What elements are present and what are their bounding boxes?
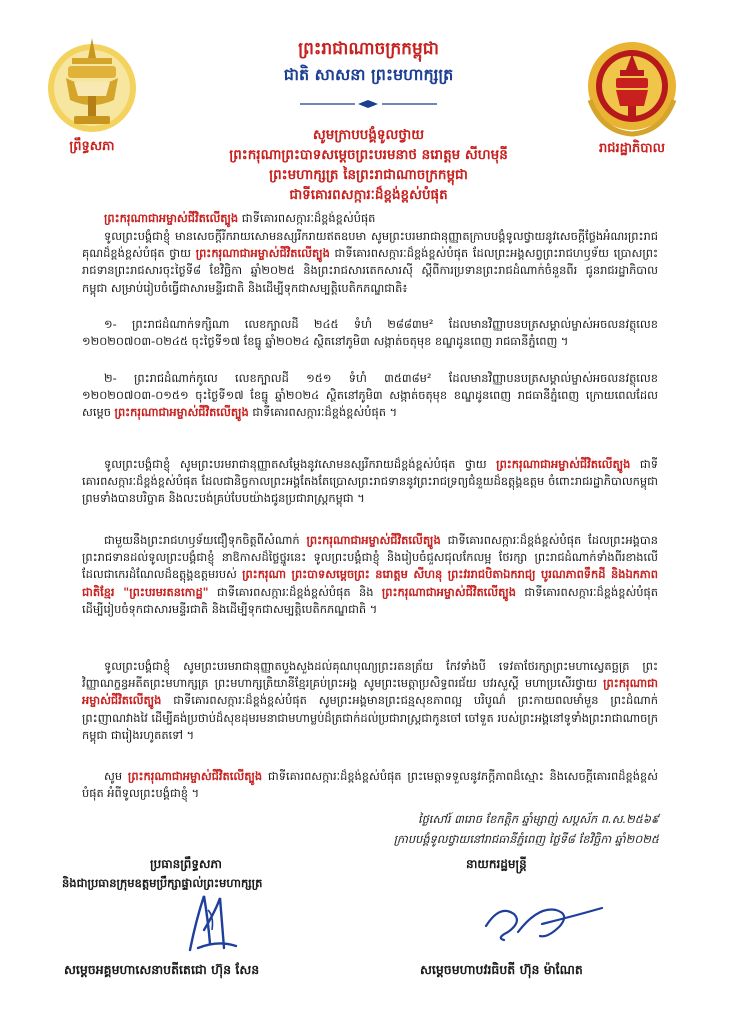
p5-text-a: ទូលព្រះបង្គំជាខ្ញុំ សូមព្រះបរមរាជានុញ្ញាតសម្ដែងនូវសោមនស្សរីករាយដ៏ខ្ពង់ខ្ពស់បំផុត ថ្វាយ xyxy=(104,457,497,471)
p3-text: ១- ព្រះរាជដំណាក់ទក្សិណា លេខក្បាលដី ២៤៥ ទំហំ ២៨៨៣ម² ដែលមានវិញ្ញាបនបត្រសម្គាល់ម្ចាស់អចលនវត្ថុលេខ ១២០២០៧០៣-០២៤៥ ចុះថ្ងៃទី១៧ ខែធ្នូ ឆ្នាំ២០២៤ ស្ថិតនៅភូមិ៣ សង្កាត់ចតុមុខ ខណ្ឌដូនពេញ រាជធានីភ្នំពេញ ។ xyxy=(82,317,658,349)
address-line-2: ព្រះករុណាព្រះបាទសម្ដេចព្រះបរមនាថ នរោត្តម សីហមុនី xyxy=(229,147,508,163)
government-label: រាជរដ្ឋាភិបាល xyxy=(598,141,665,156)
p2-text-b: ជាទីគោរពសក្ការៈដ៏ខ្ពង់ខ្ពស់បំផុត ដែលព្រះអង្គសព្វព្រះរាជហឫទ័យ ប្រោសព្រះរាជទានព្រះរាជសារចុះថ្ងៃទី៨ ខែវិច្ឆិកា ឆ្នាំ២០២៥ និងព្រះរាជសារតេកសារស៊ី ស្ដីពីការប្រទានព្រះរាជដំណាក់ចំនួនពីរ ជូនរាជរដ្ឋាភិបាលកម្ពុជា សម្រាប់រៀបចំធ្វើជាសារមន្ទីរជាតិ និងដើម្បីទុកជាសម្បត្តិបេតិកភណ្ឌជាតិ៖ xyxy=(82,246,658,295)
salutation-text: ជាទីគោរពសក្ការៈដ៏ខ្ពង់ខ្ពស់បំផុត xyxy=(238,211,376,225)
right-signature xyxy=(478,896,608,946)
p6-text-d: ជាទីគោរពសក្ការៈដ៏ខ្ពង់ខ្ពស់បំផុត ដើម្បីរៀបចំទុកជាសារមន្ទីរជាតិ និងដើម្បីទុកជាសម្បត្តិបេតិកភណ្ឌជាតិ ។ xyxy=(82,584,658,616)
p8-bold: ព្រះករុណាជាអម្ចាស់ជីវិតលើត្បូង xyxy=(127,769,263,783)
p6-bold-3: ព្រះករុណាជាអម្ចាស់ជីវិតលើត្បូង xyxy=(381,584,516,599)
p5-text-b: ជាទីគោរពសក្ការៈដ៏ខ្ពង់ខ្ពស់បំផុត ដែលជានិច្ចកាលព្រះអង្គតែងតែប្រោសព្រះរាជទាននូវព្រះរាជទ្រព្យជំនួយដ៏ឧត្តុង្គឧត្តម ចំពោះរាជរដ្ឋាភិបាលកម្ពុជា ព្រមទាំងបានបរិច្ចាគ និងលះបង់គ្រប់បែបយ៉ាងជូនប្រជារាស្ត្រកម្ពុជា ។ xyxy=(82,457,658,506)
paragraph-closing xyxy=(82,768,658,804)
p6-text-b: ជាទីគោរពសក្ការៈដ៏ខ្ពង់ខ្ពស់បំផុត ដែលព្រះអង្គបានព្រះរាជទានដល់ទូលព្រះបង្គំជាខ្ញុំ នាឱកាសដ៏ថ្លៃថ្នូរនេះ ទូលព្រះបង្គំជាខ្ញុំ និងរៀបចំជួសជុលកែលម្អ ថែរក្សា ព្រះរាជដំណាក់ទាំងពីរខាងលើ ដែលជាកេរដំណែលដ៏ឧត្តុង្គឧត្តមរបស់ xyxy=(82,533,658,582)
solar-date: ក្រាបបង្គំទូលថ្វាយនៅរាជធានីភ្នំពេញ ថ្ងៃទី៨ ខែវិច្ឆិកា ឆ្នាំ២០២៥ xyxy=(393,832,659,846)
paragraph-item-2 xyxy=(82,370,658,440)
p2-text-a: ទូលព្រះបង្គំជាខ្ញុំ មានសេចក្តីរីករាយសោមនស្សរីករាយឥតឧបមា សូមព្រះបរមរាជានុញ្ញាតក្រាបបង្គំទូលថ្វាយនូវសេចក្តីថ្លែងអំណរព្រះរាជគុណដ៏ខ្ពង់ខ្ពស់បំផុត ថ្វាយ xyxy=(82,229,658,261)
p4-bold: ព្រះករុណាជាអម្ចាស់ជីវិតលើត្បូង xyxy=(114,405,249,420)
lunar-date: ថ្ងៃសៅរ៍ ៣រោច ខែកត្តិក ឆ្នាំម្សាញ់ សប្តស័ក ព.ស.២៥៦៩ xyxy=(417,812,659,826)
ornament-icon xyxy=(300,99,437,109)
signature-hun-sen-icon xyxy=(178,890,248,954)
right-signatory-title: នាយករដ្ឋមន្ត្រី xyxy=(466,857,527,871)
p6-bold-2: ព្រះករុណា ព្រះបាទសម្ដេចព្រះ នរោត្តម សីហនុ ព្រះវររាជបិតាឯករាជ្យ បូរណភាពទឹកដី និងឯកភាពជាតិខ្មែរ "ព្រះបរមរតនកោដ្ឋ" xyxy=(82,567,658,599)
p7-bold: ព្រះករុណាជាអម្ចាស់ជីវិតលើត្បូង xyxy=(82,676,658,708)
left-signatory-title-2: និងជាប្រធានក្រុមឧត្តមប្រឹក្សាផ្ទាល់ព្រះមហាក្សត្រ xyxy=(62,876,263,890)
address-line-4: ជាទីគោរពសក្ការៈដ៏ខ្ពង់ខ្ពស់បំផុត xyxy=(289,187,448,203)
national-motto: ជាតិ សាសនា ព្រះមហាក្សត្រ xyxy=(283,65,454,84)
address-line-1: សូមក្រាបបង្គំទូលថ្វាយ xyxy=(312,127,425,143)
p2-bold: ព្រះករុណាជាអម្ចាស់ជីវិតលើត្បូង xyxy=(195,246,330,261)
paragraph-item-1 xyxy=(82,316,658,368)
left-signatory-name: សម្ដេចអគ្គមហាសេនាបតីតេជោ ហ៊ុន សែន xyxy=(64,962,260,977)
paragraph-blessing xyxy=(82,658,658,762)
p4-text-b: ជាទីគោរពសក្ការៈដ៏ខ្ពង់ខ្ពស់បំផុត ។ xyxy=(248,405,398,420)
p4-text-a: ២- ព្រះរាជដំណាក់កូលេ លេខក្បាលដី ១៥១ ទំហំ ៣៥៣៨ម² ដែលមានវិញ្ញាបនបត្រសម្គាល់ម្ចាស់អចលនវត្ថុលេខ ១២០២០៧០៣-០១៥១ ចុះថ្ងៃទី១៧ ខែធ្នូ ឆ្នាំ២០២៤ ស្ថិតនៅភូមិ៣ សង្កាត់ចតុមុខ ខណ្ឌដូនពេញ រាជធានីភ្នំពេញ ក្រោយពេលដែលសម្ដេច xyxy=(82,371,658,420)
p6-text-c: ជាទីគោរពសក្ការៈដ៏ខ្ពង់ខ្ពស់បំផុត និង xyxy=(208,584,382,599)
p8-text-a: សូម xyxy=(104,769,128,783)
left-signature xyxy=(178,890,248,954)
p7-text-a: ទូលព្រះបង្គំជាខ្ញុំ សូមព្រះបរមរាជានុញ្ញាតបួងសួងដល់គុណបុណ្យព្រះរតនត្រ័យ កែវទាំងបី ទេវតាថែរក្សាព្រះមហាស្វេតច្ឆត្រ ព្រះវិញ្ញាណក្ខន្ធអតីតព្រះមហាក្សត្រ ព្រះមហាក្សត្រិយានីខ្មែរគ្រប់ព្រះអង្គ សូមព្រះមេត្តាប្រសិទ្ធពរជ័យ បវរសួស្ដី មហាប្រសើរថ្វាយ xyxy=(82,659,658,691)
right-signatory-name: សម្ដេចមហាបវរធិបតី ហ៊ុន ម៉ាណែត xyxy=(420,962,583,977)
p5-bold: ព្រះករុណាជាអម្ចាស់ជីវិតលើត្បូង xyxy=(496,457,631,471)
p8-text-b: ជាទីគោរពសក្ការៈដ៏ខ្ពង់ខ្ពស់បំផុត ព្រះមេត្តាទទួលនូវភក្តីភាពដ៏ស្មោះ និងសេចក្តីគោរពដ៏ខ្ពង់ខ្ពស់បំផុត អំពីទូលព្រះបង្គំជាខ្ញុំ ។ xyxy=(82,769,658,801)
p6-bold-1: ព្រះករុណាជាអម្ចាស់ជីវិតលើត្បូង xyxy=(306,533,441,547)
p6-text-a: ជាមួយនឹងព្រះរាជហឫទ័យជឿទុកចិត្តពីសំណាក់ xyxy=(104,533,307,547)
signature-hun-manet-icon xyxy=(478,896,608,946)
senate-label: ព្រឹទ្ធសភា xyxy=(69,139,115,154)
header-ornament xyxy=(300,94,437,104)
paragraph-gratitude xyxy=(82,228,658,314)
country-title: ព្រះរាជាណាចក្រកម្ពុជា xyxy=(298,39,439,59)
left-signatory-title: ប្រធានព្រឹទ្ធសភា xyxy=(150,857,222,871)
salutation-bold: ព្រះករុណាជាអម្ចាស់ជីវិតលើត្បូង xyxy=(104,211,239,225)
p7-text-b: ជាទីគោរពសក្ការៈដ៏ខ្ពង់ខ្ពស់បំផុត សូមព្រះអង្គមានព្រះជន្មសុខភាពល្អ បរិបូណ៌ ព្រះកាយពលមាំមួន ព្រះដំណាក់ព្រះញាណវាងវៃ ដើម្បីគង់ប្រថាប់ដ៏សុខដុមរមនាជាមហាម្លប់ដ៏ត្រជាក់ដល់ប្រជារាស្ត្រជាកូនចៅ ចៅទួត របស់ព្រះអង្គនៅទូទាំងព្រះរាជាណាចក្រកម្ពុជា ជារៀងរហូតតទៅ ។ xyxy=(82,693,658,742)
salutation-paragraph xyxy=(82,210,658,228)
paragraph-thanks xyxy=(82,456,658,526)
address-line-3: ព្រះមហាក្សត្រ នៃព្រះរាជាណាចក្រកម្ពុជា xyxy=(269,167,468,183)
paragraph-trust xyxy=(82,532,658,652)
